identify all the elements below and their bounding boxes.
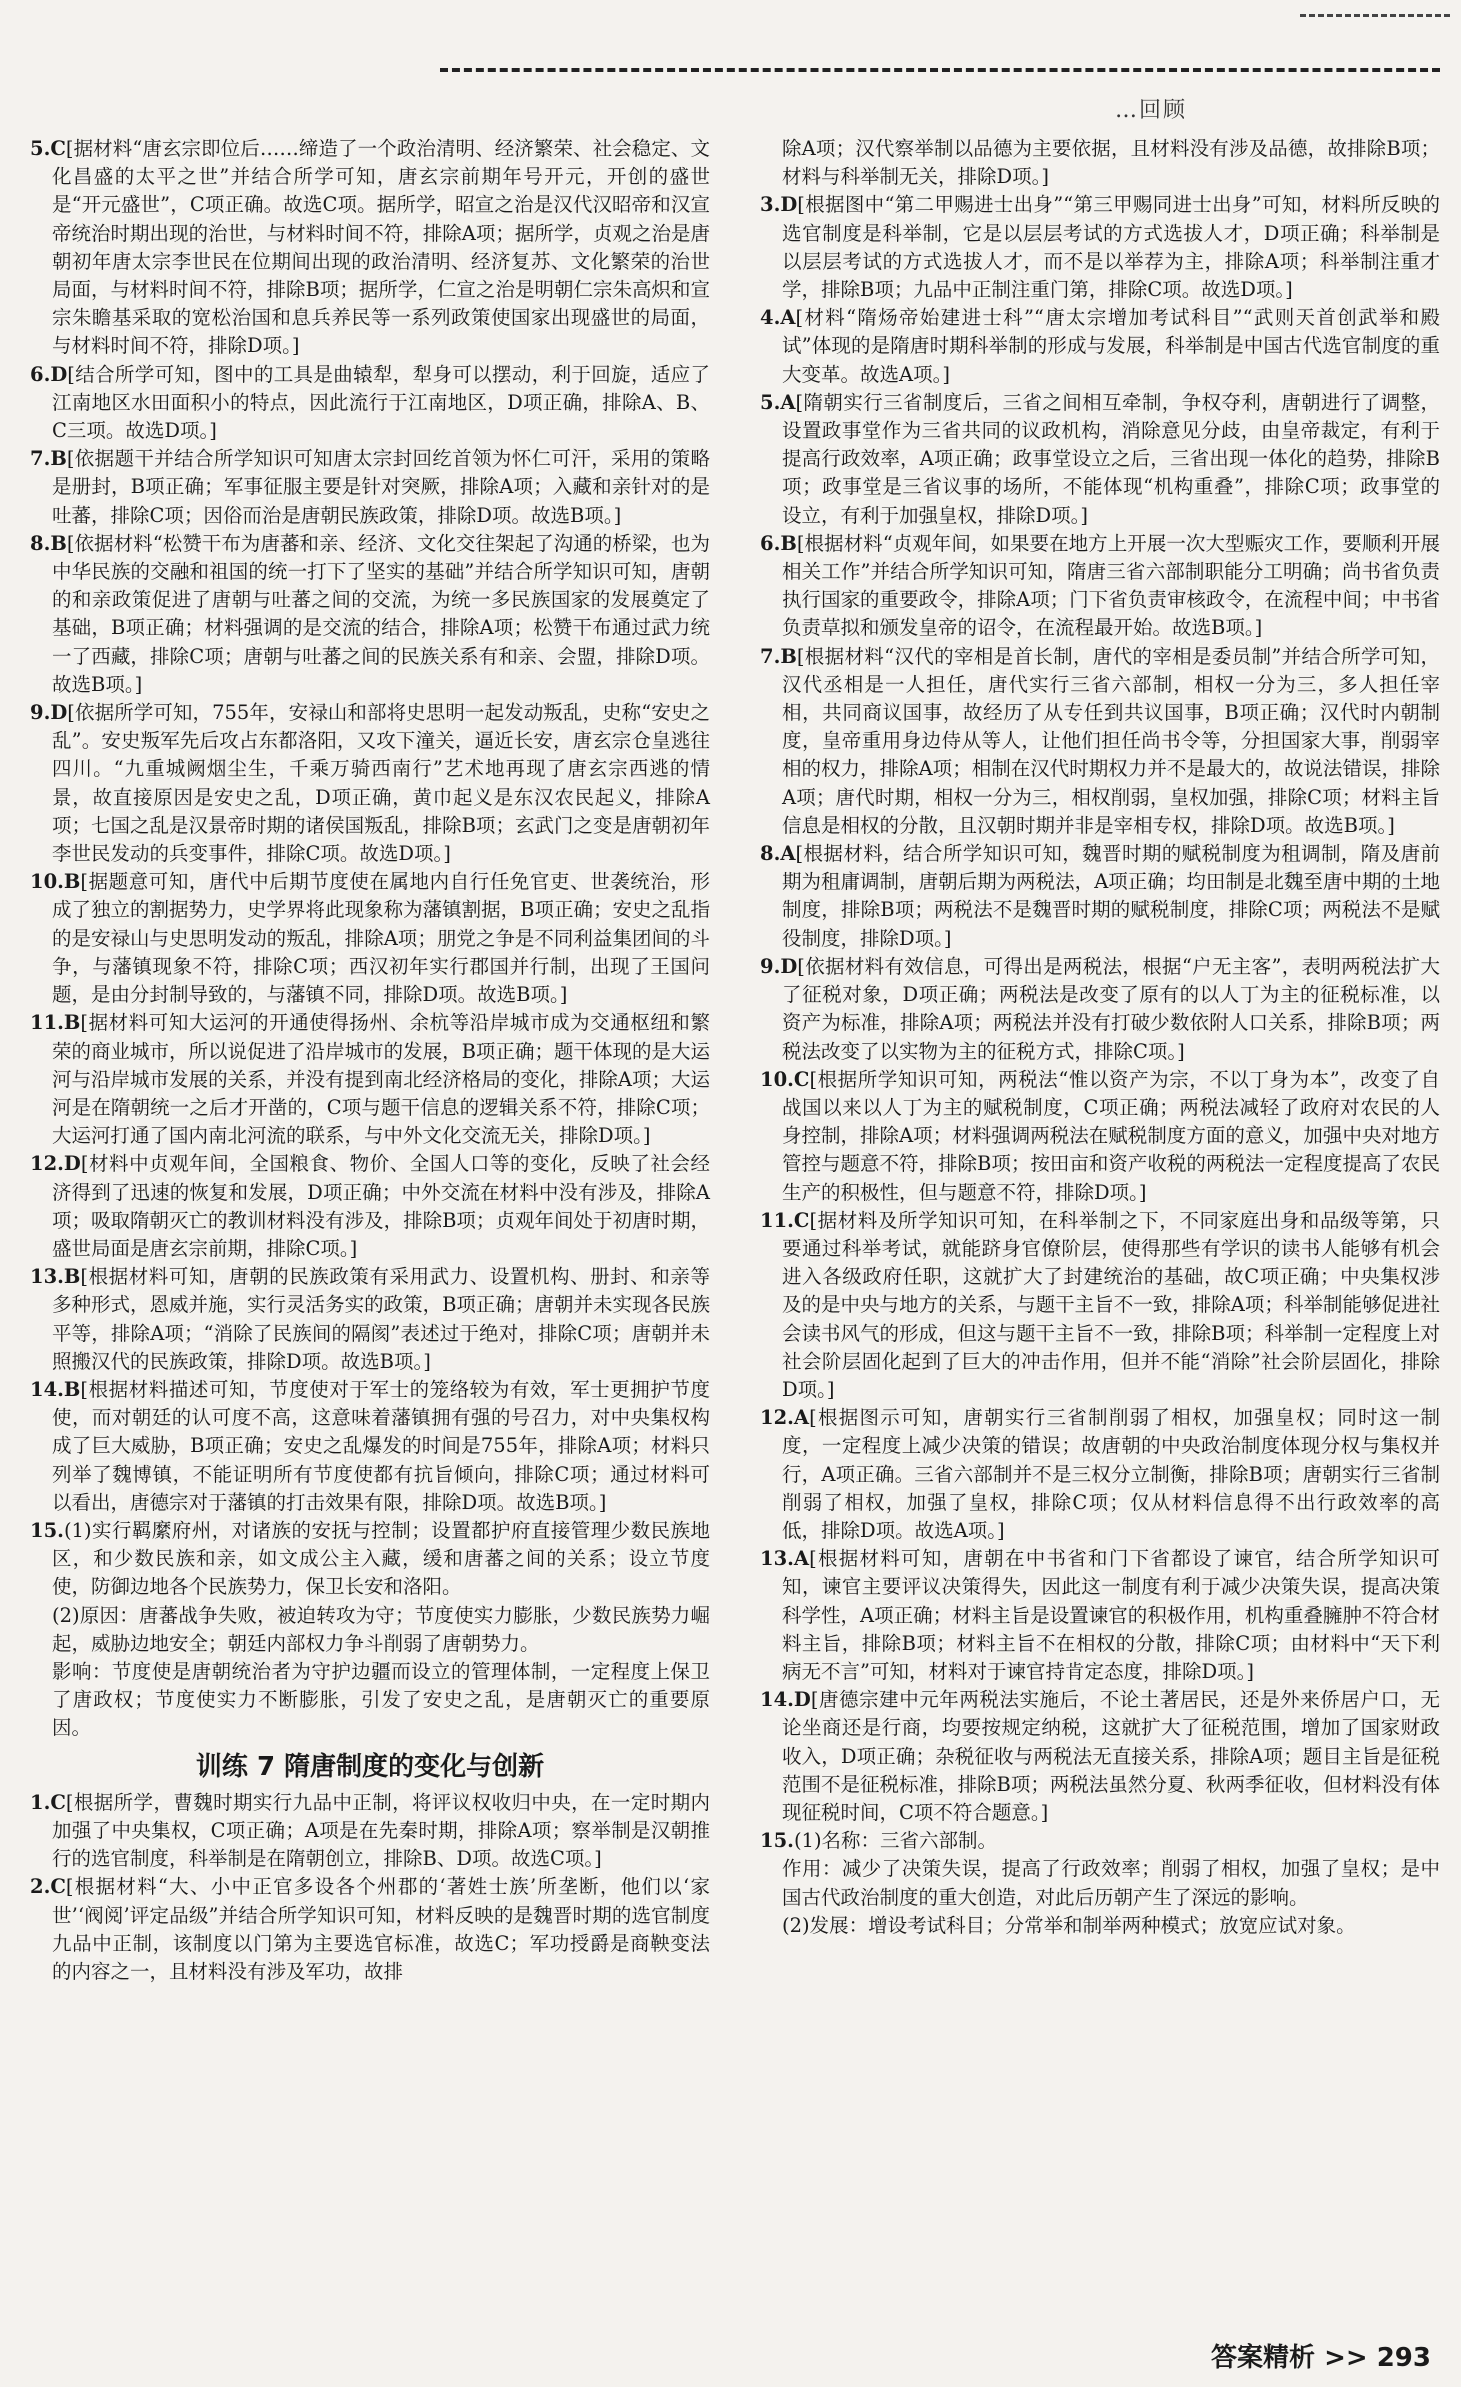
answer-item	[760, 389, 1440, 530]
answer-number: 12.D	[30, 1152, 81, 1176]
answer-text: [据材料“唐玄宗即位后……缔造了一个政治清明、经济繁荣、社会稳定、文化昌盛的太平之世”并结合所学可知，唐玄宗前期年号开元，开创的盛世是“开元盛世”，C项正确。故选C项。据所学，昭宣之治是汉代汉昭帝和汉宣帝统治时期出现的治世，与材料时间不符，排除A项；据所学，贞观之治是唐朝初年唐太宗李世民在位期间出现的政治清明、经济复苏、文化繁荣的治世局面，与材料时间不符，排除B项；据所学，仁宣之治是明朝仁宗朱高炽和宣宗朱瞻基采取的宽松治国和息兵养民等一系列政策使国家出现盛世的局面，与材料时间不符，排除D项。]	[52, 137, 710, 358]
answer-text: [依据材料“松赞干布为唐蕃和亲、经济、文化交往架起了沟通的桥梁，也为中华民族的交融和祖国的统一打下了坚实的基础”并结合所学知识可知，唐朝的和亲政策促进了唐朝与吐蕃之间的交流，为统一多民族国家的发展奠定了基础，B项正确；材料强调的是交流的结合，排除A项；松赞干布通过武力统一了西藏，排除C项；唐朝与吐蕃之间的民族关系有和亲、会盟，排除D项。故选B项。]	[52, 531, 710, 696]
answer-text: [根据材料可知，唐朝的民族政策有采用武力、设置机构、册封、和亲等多种形式，恩威并施，实行灵活务实的政策，B项正确；唐朝并未实现各民族平等，排除A项；“消除了民族间的隔阂”表述过于绝对，排除C项；唐朝并未照搬汉代的民族政策，排除D项。故选B项。]	[52, 1265, 710, 1373]
answer-text: [根据材料“贞观年间，如果要在地方上开展一次大型赈灾工作，要顺利开展相关工作”并结合所学知识可知，隋唐三省六部制职能分工明确；尚书省负责执行国家的重要政令，排除A项；门下省负责审核政令，在流程中间；中书省负责草拟和颁发皇帝的诏令，在流程最开始。故选B项。]	[782, 531, 1440, 640]
answer-number: 1.C	[30, 1790, 66, 1814]
answer-item	[760, 135, 1440, 191]
answer-item	[760, 1404, 1440, 1545]
answer-item	[30, 361, 710, 446]
answer-number: 2.C	[30, 1875, 66, 1899]
answer-item	[760, 840, 1440, 953]
answer-item	[760, 953, 1440, 1066]
answer-item	[760, 643, 1440, 840]
answer-item	[30, 1658, 710, 1743]
answer-number: 13.B	[30, 1265, 81, 1289]
answer-item	[30, 1009, 710, 1150]
answer-item	[30, 699, 710, 868]
answer-text: (2)发展：增设考试科目；分常举和制举两种模式；放宽应试对象。	[782, 1913, 1356, 1937]
answer-item	[760, 1207, 1440, 1404]
answer-number: 14.D	[760, 1688, 811, 1712]
answer-text: [依据题干并结合所学知识可知唐太宗封回纥首领为怀仁可汗，采用的策略是册封，B项正确；军事征服主要是针对突厥，排除A项；入藏和亲针对的是吐蕃，排除C项；因俗而治是唐朝民族政策，排除D项。故选B项。]	[52, 447, 710, 527]
answer-item	[760, 304, 1440, 389]
answer-item	[30, 868, 710, 1009]
answer-item	[30, 1263, 710, 1376]
answer-text: [根据材料可知，唐朝在中书省和门下省都设了谏官，结合所学知识可知，谏官主要评议决策得失，因此这一制度有利于减少决策失误，提高决策科学性，A项正确；材料主旨是设置谏官的积极作用，机构重叠臃肿不符合材料主旨，排除B项；材料主旨不在相权的分散，排除C项；由材料中“天下利病无不言”可知，材料对于谏官持肯定态度，排除D项。]	[782, 1547, 1440, 1683]
answer-item	[30, 1873, 710, 1986]
page-footer: 答案精析 >> 293	[1211, 2343, 1431, 2373]
answer-text: [根据所学知识可知，两税法“惟以资产为宗，不以丁身为本”，改变了自战国以来以人丁为主的赋税制度，C项正确；两税法减轻了政府对农民的人身控制，排除A项；材料强调两税法在赋税制度方面的意义，加强中央对地方管控与题意不符，排除B项；按田亩和资产收税的两税法一定程度提高了农民生产的积极性，但与题意不符，排除D项。]	[782, 1067, 1440, 1204]
answer-item	[30, 1602, 710, 1658]
answer-number: 5.C	[30, 137, 66, 160]
answer-text: [结合所学可知，图中的工具是曲辕犁，犁身可以摆动，利于回旋，适应了江南地区水田面积小的特点，因此流行于江南地区，D项正确，排除A、B、C三项。故选D项。]	[52, 362, 710, 443]
answer-item	[760, 1545, 1440, 1686]
answer-item	[760, 1686, 1440, 1827]
answer-item	[760, 1855, 1440, 1911]
answer-item	[30, 1517, 710, 1602]
answer-text: [根据材料“大、小中正官多设各个州郡的‘著姓士族’所垄断，他们以‘家世’‘阀阅’评定品级”并结合所学知识可知，材料反映的是魏晋时期的选官制度九品中正制，该制度以门第为主要选官标准，故选C；军功授爵是商鞅变法的内容之一，且材料没有涉及军功，故排	[52, 1875, 710, 1983]
answer-text: [唐德宗建中元年两税法实施后，不论土著居民，还是外来侨居户口，无论坐商还是行商，均要按规定纳税，这就扩大了征税范围，增加了国家财政收入，D项正确；杂税征收与两税法无直接关系，排除A项；题目主旨是征税范围不是征税标准，排除B项；两税法虽然分夏、秋两季征收，但材料没有体现征税时间，C项不符合题意。]	[782, 1688, 1440, 1824]
answer-text: 影响：节度使是唐朝统治者为守护边疆而设立的管理体制，一定程度上保卫了唐政权；节度使实力不断膨胀，引发了安史之乱，是唐朝灭亡的重要原因。	[52, 1659, 710, 1740]
answer-number: 4.A	[760, 306, 796, 330]
section-title: 训练 7 隋唐制度的变化与创新	[195, 1751, 545, 1782]
answer-number: 8.B	[30, 531, 67, 555]
answer-text: [根据所学，曹魏时期实行九品中正制，将评议权收归中央，在一定时期内加强了中央集权，C项正确；A项是在先秦时期，排除A项；察举制是汉朝推行的选官制度，科举制是在隋朝创立，排除B、D项。故选C项。]	[52, 1790, 710, 1871]
left-column	[30, 135, 710, 1986]
answer-text: [依据所学可知，755年，安禄山和部将史思明一起发动叛乱，史称“安史之乱”。安史叛军先后攻占东都洛阳，又攻下潼关，逼近长安，唐玄宗仓皇逃往四川。“九重城阙烟尘生，千乘万骑西南行”艺术地再现了唐玄宗西逃的情景，故直接原因是安史之乱，D项正确，黄巾起义是东汉农民起义，排除A项；七国之乱是汉景帝时期的诸侯国叛乱，排除B项；玄武门之变是唐朝初年李世民发动的兵变事件，排除C项。故选D项。]	[52, 701, 710, 866]
answer-text: [根据材料，结合所学知识可知，魏晋时期的赋税制度为租调制，隋及唐前期为租庸调制，唐朝后期为两税法，A项正确；均田制是北魏至唐中期的土地制度，排除B项；两税法不是魏晋时期的赋税制度，排除C项；两税法不是赋役制度，排除D项。]	[782, 842, 1440, 950]
answer-number: 11.B	[30, 1011, 81, 1035]
answer-text: [根据材料描述可知，节度使对于军士的笼络较为有效，军士更拥护节度使，而对朝廷的认可度不高，这意味着藩镇拥有强的号召力，对中央集权构成了巨大威胁，B项正确；安史之乱爆发的时间是755年，排除A项；材料只列举了魏博镇，不能证明所有节度使都有抗旨倾向，排除C项；通过材料可以看出，唐德宗对于藩镇的打击效果有限，排除D项。故选B项。]	[52, 1377, 710, 1514]
answer-number: 7.B	[30, 447, 67, 471]
answer-item	[760, 1827, 1440, 1855]
answer-item	[760, 1066, 1440, 1207]
answer-number: 15.	[30, 1518, 64, 1542]
answer-text: [根据图示可知，唐朝实行三省制削弱了相权，加强皇权；同时这一制度，一定程度上减少决策的错误；故唐朝的中央政治制度体现分权与集权并行，A项正确。三省六部制并不是三权分立制衡，排除B项；唐朝实行三省制削弱了相权，加强了皇权，排除C项；仅从材料信息得不出行政效率的高低，排除D项。故选A项。]	[782, 1406, 1440, 1542]
answer-number: 12.A	[760, 1406, 810, 1430]
answer-text: 除A项；汉代察举制以品德为主要依据，且材料没有涉及品德，故排除B项；材料与科举制无关，排除D项。]	[782, 137, 1440, 189]
answer-number: 9.D	[760, 954, 798, 978]
answer-text: [根据材料“汉代的宰相是首长制，唐代的宰相是委员制”并结合所学可知，汉代丞相是一人担任，唐代实行三省六部制，相权一分为三，多人担任宰相，共同商议国事，故经历了从专任到共议国事，B项正确；汉代时内朝制度，皇帝重用身边侍从等人，让他们担任尚书令等，分担国家大事，削弱宰相的权力，排除A项；相制在汉代时期权力并不是最大的，故说法错误，排除A项；唐代时期，相权一分为三，相权削弱，皇权加强，排除C项；材料主旨信息是相权的分散，且汉朝时期并非是宰相专权，排除D项。故选B项。]	[782, 644, 1440, 837]
answer-text: [隋朝实行三省制度后，三省之间相互牵制，争权夺利，唐朝进行了调整，设置政事堂作为三省共同的议政机构，消除意见分歧，由皇帝裁定，有利于提高行政效率，A项正确；政事堂设立之后，三省出现一体化的趋势，排除B项；政事堂是三省议事的场所，不能体现“机构重叠”，排除C项；政事堂的设立，有利于加强皇权，排除D项。]	[782, 390, 1440, 527]
answer-text: (1)名称：三省六部制。	[793, 1829, 998, 1853]
header-mark: …回顾	[1115, 98, 1188, 123]
answer-text: (1)实行羁縻府州，对诸族的安抚与控制；设置都护府直接管理少数民族地区，和少数民族和亲，如文成公主入藏，缓和唐蕃之间的关系；设立节度使，防御边地各个民族势力，保卫长安和洛阳。	[52, 1518, 710, 1599]
answer-item	[760, 530, 1440, 643]
answer-item	[30, 530, 710, 699]
header-dash-line	[440, 68, 1440, 72]
answer-text: [材料中贞观年间，全国粮食、物价、全国人口等的变化，反映了社会经济得到了迅速的恢复和发展，D项正确；中外交流在材料中没有涉及，排除A项；吸取隋朝灭亡的教训材料没有涉及，排除B项；贞观年间处于初唐时期，盛世局面是唐玄宗前期，排除C项。]	[52, 1152, 710, 1260]
answer-item	[30, 1789, 710, 1874]
answer-number: 15.	[760, 1829, 794, 1853]
answer-item	[30, 445, 710, 530]
answer-number: 11.C	[760, 1208, 810, 1232]
answer-number: 6.B	[760, 531, 797, 555]
answer-text: 作用：减少了决策失误，提高了行政效率；削弱了相权，加强了皇权；是中国古代政治制度的重大创造，对此后历朝产生了深远的影响。	[782, 1857, 1440, 1909]
answer-number: 6.D	[30, 362, 68, 386]
answer-number: 3.D	[760, 193, 798, 217]
answer-number: 7.B	[760, 644, 797, 668]
answer-item	[760, 191, 1440, 304]
answer-text: [据材料可知大运河的开通使得扬州、余杭等沿岸城市成为交通枢纽和繁荣的商业城市，所以说促进了沿岸城市的发展，B项正确；题干体现的是大运河与沿岸城市发展的关系，并没有提到南北经济格局的变化，排除A项；大运河是在隋朝统一之后才开凿的，C项与题干信息的逻辑关系不符，排除C项；大运河打通了国内南北河流的联系，与中外文化交流无关，排除D项。]	[52, 1011, 710, 1148]
answer-item	[30, 135, 710, 361]
answer-number: 10.C	[760, 1067, 810, 1091]
answer-text: [材料“隋炀帝始建进士科”“唐太宗增加考试科目”“武则天首创武举和殿试”体现的是隋唐时期科举制的形成与发展，科举制是中国古代选官制度的重大变革。故选A项。]	[782, 306, 1440, 386]
answer-text: [根据图中“第二甲赐进士出身”“第三甲赐同进士出身”可知，材料所反映的选官制度是科举制，它是以层层考试的方式选拔人才，D项正确；科举制是以层层考试的方式选拔人才，而不是以举荐为主，排除A项；科举制注重才学，排除B项；九品中正制注重门第，排除C项。故选D项。]	[782, 193, 1440, 302]
answer-number: 9.D	[30, 701, 68, 725]
answer-text: [据题意可知，唐代中后期节度使在属地内自行任免官吏、世袭统治，形成了独立的割据势力，史学界将此现象称为藩镇割据，B项正确；安史之乱指的是安禄山与史思明发动的叛乱，排除A项；朋党之争是不同利益集团间的斗争，与藩镇现象不符，排除C项；西汉初年实行郡国并行制，出现了王国问题，是由分封制导致的，与藩镇不同，排除D项。故选B项。]	[52, 870, 710, 1007]
answer-number: 14.B	[30, 1377, 81, 1401]
answer-number: 5.A	[760, 390, 796, 414]
answer-text: (2)原因：唐蕃战争失败，被迫转攻为守；节度使实力膨胀，少数民族势力崛起，威胁边地安全；朝廷内部权力争斗削弱了唐朝势力。	[52, 1603, 710, 1655]
answer-text: [据材料及所学知识可知，在科举制之下，不同家庭出身和品级等第，只要通过科举考试，就能跻身官僚阶层，使得那些有学识的读书人能够有机会进入各级政府任职，这就扩大了封建统治的基础，故C项正确；中央集权涉及的是中央与地方的关系，与题干主旨不一致，排除A项；科举制能够促进社会读书风气的形成，但这与题干主旨不一致，排除B项；科举制一定程度上对社会阶层固化起到了巨大的冲击作用，但并不能“消除”社会阶层固化，排除D项。]	[782, 1208, 1440, 1401]
right-column	[760, 135, 1440, 1940]
answer-number: 8.A	[760, 842, 796, 866]
answer-text: [依据材料有效信息，可得出是两税法，根据“户无主客”，表明两税法扩大了征税对象，D项正确；两税法是改变了原有的以人丁为主的征税标准，以资产为标准，排除A项；两税法并没有打破少数依附人口关系，排除B项；两税法改变了以实物为主的征税方式，排除C项。]	[782, 954, 1440, 1063]
answer-item	[760, 1912, 1440, 1940]
answer-number: 13.A	[760, 1547, 810, 1571]
answer-item	[30, 1376, 710, 1517]
corner-dash-decoration	[1300, 14, 1450, 17]
answer-item	[30, 1150, 710, 1263]
answer-number: 10.B	[30, 870, 81, 894]
